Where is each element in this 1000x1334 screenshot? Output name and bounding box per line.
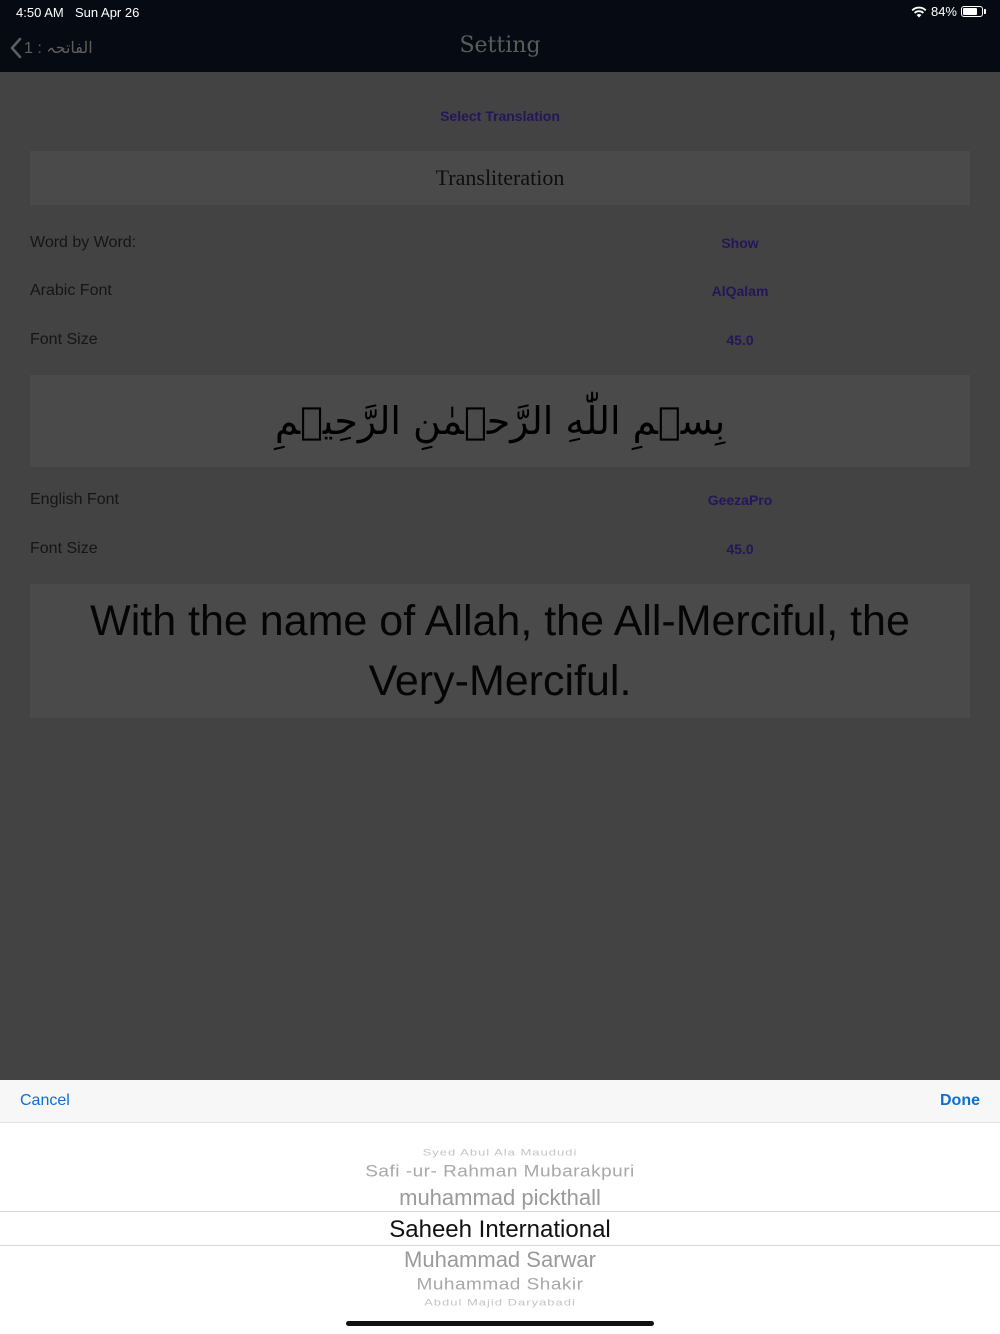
navigation-bar xyxy=(0,24,1000,72)
arabic-preview-text: بِسۡمِ اللّٰهِ الرَّحۡمٰنِ الرَّحِيۡمِ xyxy=(274,399,726,443)
status-date: Sun Apr 26 xyxy=(75,5,140,20)
arabic-font-size-selector[interactable]: 45.0 xyxy=(726,332,754,348)
back-button-label: الفاتحہ : 1 xyxy=(24,40,93,57)
english-font-label: English Font xyxy=(30,491,119,508)
picker-toolbar xyxy=(0,1080,1000,1123)
english-font-selector[interactable]: GeezaPro xyxy=(707,492,773,508)
transliteration-label: Transliteration xyxy=(435,165,565,190)
picker-option[interactable]: Abdul Majid Daryabadi xyxy=(424,1297,576,1308)
arabic-font-label: Arabic Font xyxy=(30,282,112,299)
picker-option[interactable]: Safi -ur- Rahman Mubarakpuri xyxy=(365,1162,635,1181)
picker-selection-bottom-line xyxy=(0,1245,1000,1246)
transliteration-selector[interactable] xyxy=(30,151,970,205)
picker-option[interactable]: Syed Abul Ala Maududi xyxy=(422,1147,578,1158)
home-indicator xyxy=(346,1321,654,1326)
picker-option[interactable]: Muhammad Shakir xyxy=(416,1275,584,1294)
cancel-button[interactable]: Cancel xyxy=(20,1092,70,1109)
arabic-font-selector[interactable]: AlQalam xyxy=(711,283,769,299)
english-font-size-label: Font Size xyxy=(30,540,98,557)
picker-selection-top-line xyxy=(0,1211,1000,1212)
select-translation-header[interactable]: Select Translation xyxy=(440,108,560,124)
word-by-word-label: Word by Word: xyxy=(30,234,137,251)
page-title: Setting xyxy=(459,33,541,58)
done-button[interactable]: Done xyxy=(940,1092,980,1109)
battery-fill xyxy=(963,8,977,15)
status-right xyxy=(911,4,986,19)
english-preview-text: With the name of Allah, the All-Merciful, the Very-Merciful. xyxy=(90,597,910,705)
battery-percent: 84% xyxy=(930,4,957,19)
wifi-icon xyxy=(911,6,927,18)
translation-picker[interactable] xyxy=(0,1123,1000,1334)
arabic-preview-box xyxy=(30,375,970,467)
status-bar xyxy=(0,0,1000,24)
picker-option[interactable]: Muhammad Sarwar xyxy=(404,1247,596,1272)
battery-tip xyxy=(984,9,986,14)
english-font-size-selector[interactable]: 45.0 xyxy=(726,541,754,557)
word-by-word-toggle[interactable]: Show xyxy=(721,235,759,251)
english-preview-box xyxy=(30,584,970,718)
battery-icon xyxy=(961,6,983,17)
status-time: 4:50 AM xyxy=(16,5,64,20)
picker-option[interactable]: muhammad pickthall xyxy=(399,1185,601,1210)
picker-option-selected[interactable]: Saheeh International xyxy=(389,1216,611,1243)
arabic-font-size-label: Font Size xyxy=(30,331,98,348)
